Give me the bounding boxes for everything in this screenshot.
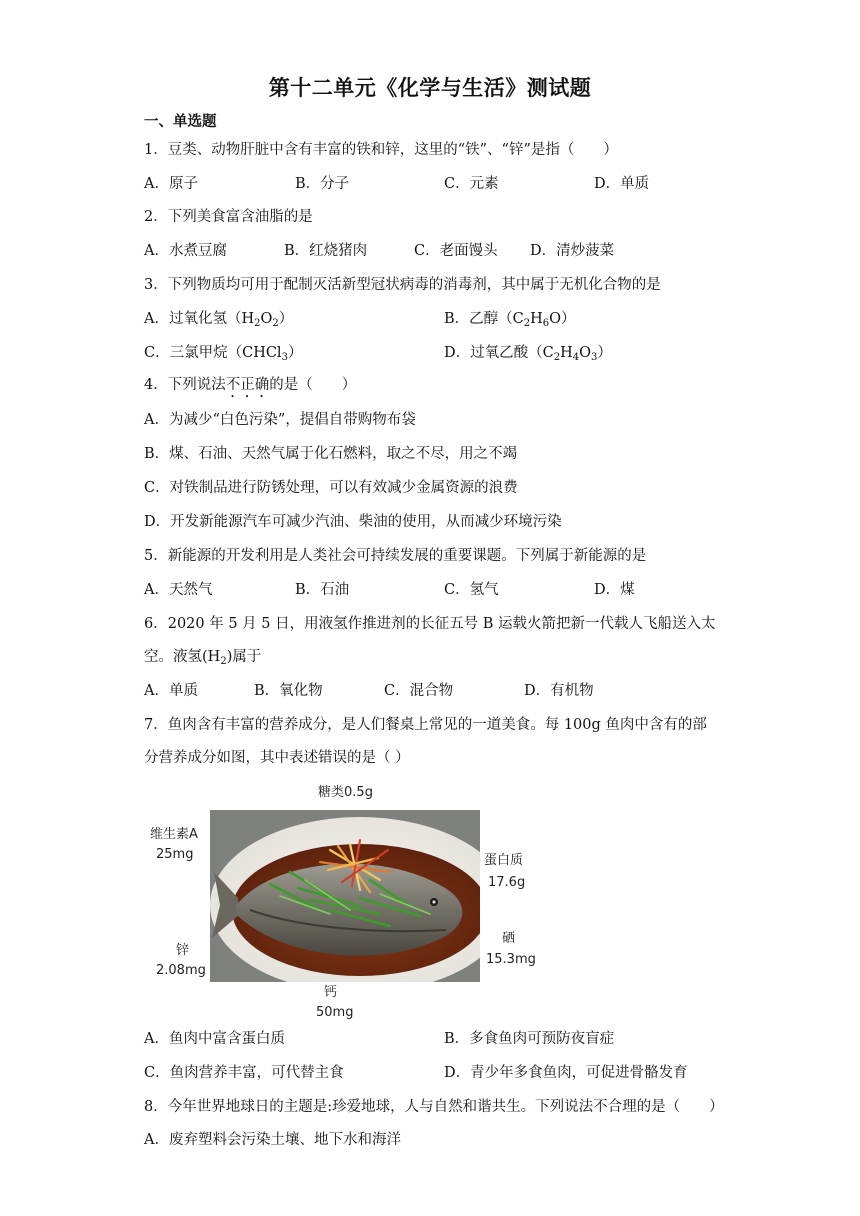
- q7-option-b: B．多食鱼肉可预防夜盲症: [444, 1031, 615, 1047]
- q4-option-a: A．为减少“白色污染”，提倡自带购物布袋: [144, 412, 416, 428]
- q2-option-b: B．红烧猪肉: [284, 243, 368, 259]
- q2-option-d: D．清炒菠菜: [530, 243, 615, 259]
- q4-option-b: B．煤、石油、天然气属于化石燃料，取之不尽，用之不竭: [144, 446, 518, 462]
- q3-option-a: A．过氧化氢$(H_2O_2)$: [144, 311, 294, 329]
- label-protein-name: 蛋白质: [484, 853, 524, 868]
- q5-option-d: D．煤: [594, 582, 635, 598]
- label-zinc-value: 2.08mg: [156, 963, 206, 978]
- q2-option-a: A．水煮豆腐: [144, 243, 227, 259]
- q6-option-a: A．单质: [144, 683, 198, 699]
- question-2-stem: 2．下列美食富含油脂的是: [144, 209, 313, 225]
- label-selenium-value: 15.3mg: [486, 952, 536, 967]
- question-5-stem: 5．新能源的开发利用是人类社会可持续发展的重要课题。下列属于新能源的是: [144, 548, 647, 564]
- q1-option-c: C．元素: [444, 176, 499, 192]
- q8-option-a: A．废弃塑料会污染土壤、地下水和海洋: [144, 1132, 401, 1148]
- q4-option-c: C．对铁制品进行防锈处理，可以有效减少金属资源的浪费: [144, 480, 518, 496]
- question-8-stem: 8．今年世界地球日的主题是:珍爱地球，人与自然和谐共生。下列说法不合理的是（ ）: [144, 1099, 724, 1115]
- q7-option-d: D．青少年多食鱼肉，可促进骨骼发育: [444, 1065, 688, 1081]
- steamed-fish-photo: [210, 810, 480, 982]
- q7-option-a: A．鱼肉中富含蛋白质: [144, 1031, 285, 1047]
- label-calcium-value: 50mg: [316, 1005, 354, 1020]
- q6-option-b: B．氧化物: [254, 683, 323, 699]
- fish-dish-illustration: [210, 810, 480, 982]
- q5-option-c: C．氢气: [444, 582, 499, 598]
- q1-option-b: B．分子: [295, 176, 350, 192]
- fish-nutrition-figure: [144, 784, 544, 1024]
- question-6-stem-line1: 6．2020 年 5 月 5 日，用液氢作推进剂的长征五号 B 运载火箭把新一代载人飞船送入太: [144, 616, 716, 632]
- label-vitamin-a-name: 维生素A: [150, 827, 198, 842]
- q1-option-d: D．单质: [594, 176, 650, 192]
- q1-option-a: A．原子: [144, 176, 198, 192]
- q6-option-c: C．混合物: [384, 683, 454, 699]
- label-vitamin-a-value: 25mg: [156, 847, 194, 862]
- section-heading: 一、单选题: [144, 114, 217, 130]
- label-protein-value: 17.6g: [488, 875, 526, 890]
- question-1-stem: 1．豆类、动物肝脏中含有丰富的铁和锌，这里的“铁”、“锌”是指（ ）: [144, 142, 618, 158]
- q2-option-c: C．老面馒头: [414, 243, 498, 259]
- label-sugar: 糖类0.5g: [318, 785, 373, 800]
- question-7-stem-line1: 7．鱼肉含有丰富的营养成分，是人们餐桌上常见的一道美食。每 100g 鱼肉中含有的部: [144, 717, 707, 733]
- q4-option-d: D．开发新能源汽车可减少汽油、柴油的使用，从而减少环境污染: [144, 514, 562, 530]
- page-title: 第十二单元《化学与生活》测试题: [268, 76, 592, 100]
- q6-option-d: D．有机物: [524, 683, 594, 699]
- label-selenium-name: 硒: [502, 931, 516, 946]
- label-calcium-name: 钙: [324, 985, 338, 1000]
- q3-option-b: B．乙醇$(C_2H_6O)$: [444, 311, 576, 329]
- question-6-stem-line2: 空。液氢$(H_2)$属于: [144, 649, 262, 667]
- emphasized-word: 不正确: [225, 377, 270, 393]
- q5-option-a: A．天然气: [144, 582, 213, 598]
- q3-option-c: C．三氯甲烷（CHCl$_3$）: [144, 345, 303, 363]
- q3-option-d: D．过氧乙酸$(C_2H_4O_3)$: [444, 345, 612, 363]
- question-3-stem: 3．下列物质均可用于配制灭活新型冠状病毒的消毒剂，其中属于无机化合物的是: [144, 277, 661, 293]
- label-zinc-name: 锌: [176, 943, 190, 958]
- question-7-stem-line2: 分营养成分如图，其中表述错误的是（ ）: [144, 750, 410, 766]
- q5-option-b: B．石油: [295, 582, 350, 598]
- q7-option-c: C．鱼肉营养丰富，可代替主食: [144, 1065, 344, 1081]
- question-4-stem: 4．下列说法不正确的是（ ）: [144, 377, 357, 393]
